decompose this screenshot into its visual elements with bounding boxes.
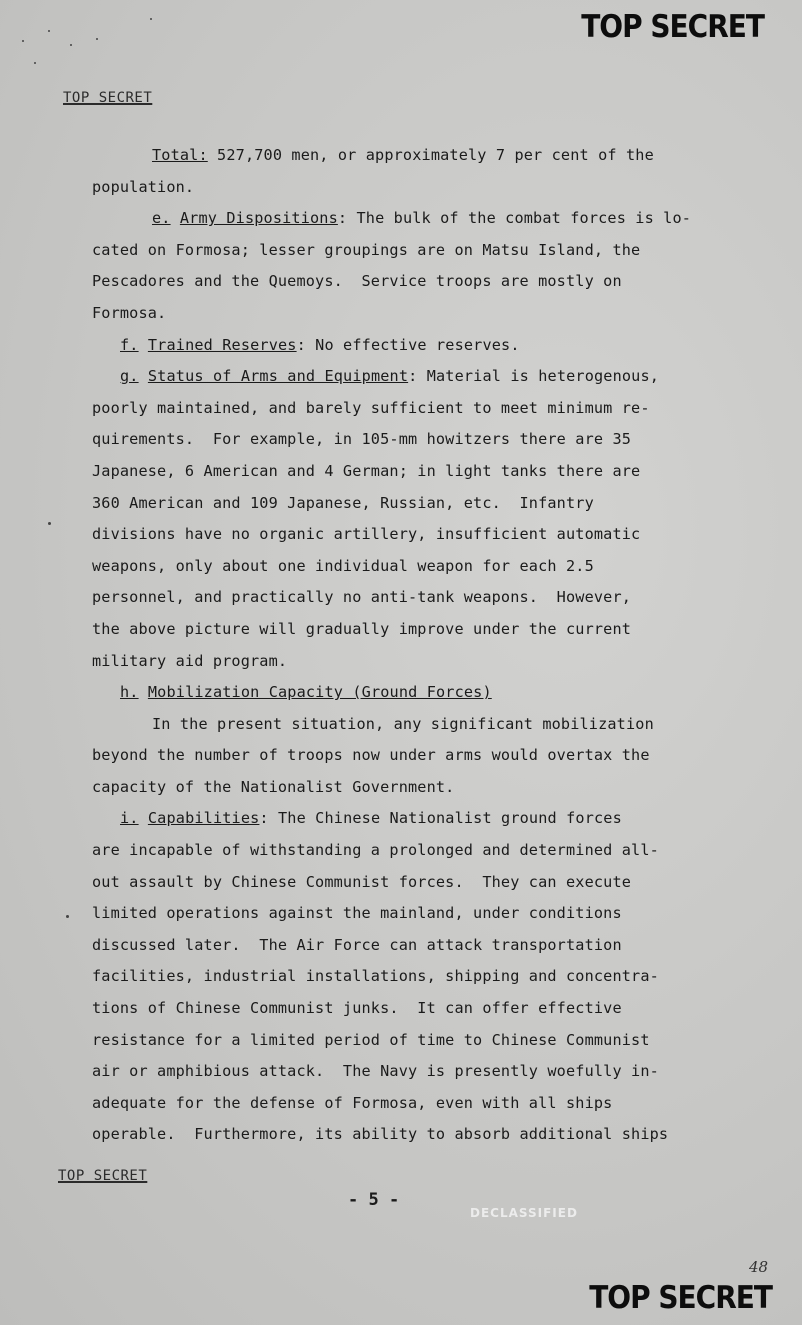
scan-speck	[22, 40, 24, 42]
scan-speck	[66, 915, 69, 918]
paragraph-total-line-1: Total: 527,700 men, or approximately 7 per cent of the	[152, 146, 654, 164]
scan-speck	[150, 18, 152, 20]
paragraph-h-letter: h.	[120, 683, 139, 702]
paragraph-i-line-11: operable. Furthermore, its ability to absorb additional ships	[92, 1125, 669, 1144]
paragraph-g-line-4: Japanese, 6 American and 4 German; in light tanks there are	[92, 461, 641, 480]
paragraph-f-line-1: f. Trained Reserves: No effective reserves.	[120, 335, 520, 354]
paragraph-i-line-8: resistance for a limited period of time to Chinese Communist	[92, 1030, 650, 1049]
paragraph-e-line-4: Formosa.	[92, 303, 167, 322]
paragraph-g-line-7: weapons, only about one individual weapon for each 2.5	[92, 556, 594, 575]
classification-header: TOP SECRET	[63, 90, 153, 106]
document-body	[92, 140, 692, 1151]
paragraph-e-line-3: Pescadores and the Quemoys. Service troops are mostly on	[92, 272, 622, 291]
top-secret-stamp-top: TOP SECRET	[581, 8, 764, 45]
declassified-label: DECLASSIFIED	[470, 1206, 578, 1220]
paragraph-i-line-7: tions of Chinese Communist junks. It can offer effective	[92, 999, 622, 1018]
paragraph-g-line-2: poorly maintained, and barely sufficient to meet minimum re-	[92, 398, 650, 417]
scan-speck	[96, 38, 98, 40]
paragraph-i-line-9: air or amphibious attack. The Navy is presently woefully in-	[92, 1062, 659, 1081]
paragraph-h-heading	[92, 677, 692, 709]
paragraph-g-line-8: personnel, and practically no anti-tank weapons. However,	[92, 588, 632, 607]
paragraph-h-line-3: capacity of the Nationalist Government.	[92, 777, 455, 796]
paragraph-e-title: Army Dispositions	[179, 209, 338, 228]
paragraph-e-line-1: e. Army Dispositions: The bulk of the combat forces is lo-	[152, 209, 692, 228]
paragraph-h-title: Mobilization Capacity (Ground Forces)	[147, 683, 492, 702]
paragraph-i-letter: i.	[120, 809, 139, 828]
paragraph-e-line-2: cated on Formosa; lesser groupings are on Matsu Island, the	[92, 240, 641, 259]
paragraph-i-line-2: are incapable of withstanding a prolonged and determined all-	[92, 841, 659, 860]
paragraph-g-line-3: quirements. For example, in 105-mm howitzers there are 35	[92, 430, 632, 449]
declassification-stamp	[470, 1208, 670, 1219]
scan-speck	[34, 62, 36, 64]
scan-speck	[48, 30, 50, 32]
handwritten-page-number: 48	[749, 1258, 769, 1276]
classification-footer: TOP SECRET	[58, 1168, 148, 1184]
page-number: - 5 -	[348, 1190, 400, 1210]
paragraph-g-line-6: divisions have no organic artillery, insufficient automatic	[92, 525, 641, 544]
paragraph-g-line-9: the above picture will gradually improve under the current	[92, 619, 632, 638]
paragraph-i-line-1: i. Capabilities: The Chinese Nationalist ground forces	[120, 809, 622, 828]
paragraph-h-line-1: In the present situation, any significant mobilization	[152, 714, 654, 733]
paragraph-i-line-4: limited operations against the mainland, under conditions	[92, 904, 622, 923]
paragraph-f-title: Trained Reserves	[147, 335, 297, 354]
top-secret-stamp-bottom: TOP SECRET	[589, 1279, 772, 1316]
total-label: Total:	[152, 146, 208, 164]
paragraph-i-line-3: out assault by Chinese Communist forces. They can execute	[92, 872, 632, 891]
paragraph-g-letter: g.	[120, 367, 139, 386]
paragraph-total-line-2: population.	[92, 177, 195, 196]
paragraph-i-line-6: facilities, industrial installations, shipping and concentra-	[92, 967, 659, 986]
paragraph-g-line-5: 360 American and 109 Japanese, Russian, etc. Infantry	[92, 493, 594, 512]
paragraph-i-line-10: adequate for the defense of Formosa, even with all ships	[92, 1093, 613, 1112]
paragraph-f-letter: f.	[120, 335, 139, 354]
paragraph-i-line-5: discussed later. The Air Force can attack transportation	[92, 935, 622, 954]
paragraph-g-line-10: military aid program.	[92, 651, 288, 670]
paragraph-e-letter: e.	[152, 209, 171, 228]
paragraph-h-line-2: beyond the number of troops now under arms would overtax the	[92, 746, 650, 765]
paragraph-g-line-1: g. Status of Arms and Equipment: Material is heterogenous,	[120, 367, 660, 386]
scan-speck	[70, 44, 72, 46]
paragraph-g-title: Status of Arms and Equipment	[147, 367, 409, 386]
paragraph-i-title: Capabilities	[147, 809, 260, 828]
scan-speck	[48, 522, 51, 525]
